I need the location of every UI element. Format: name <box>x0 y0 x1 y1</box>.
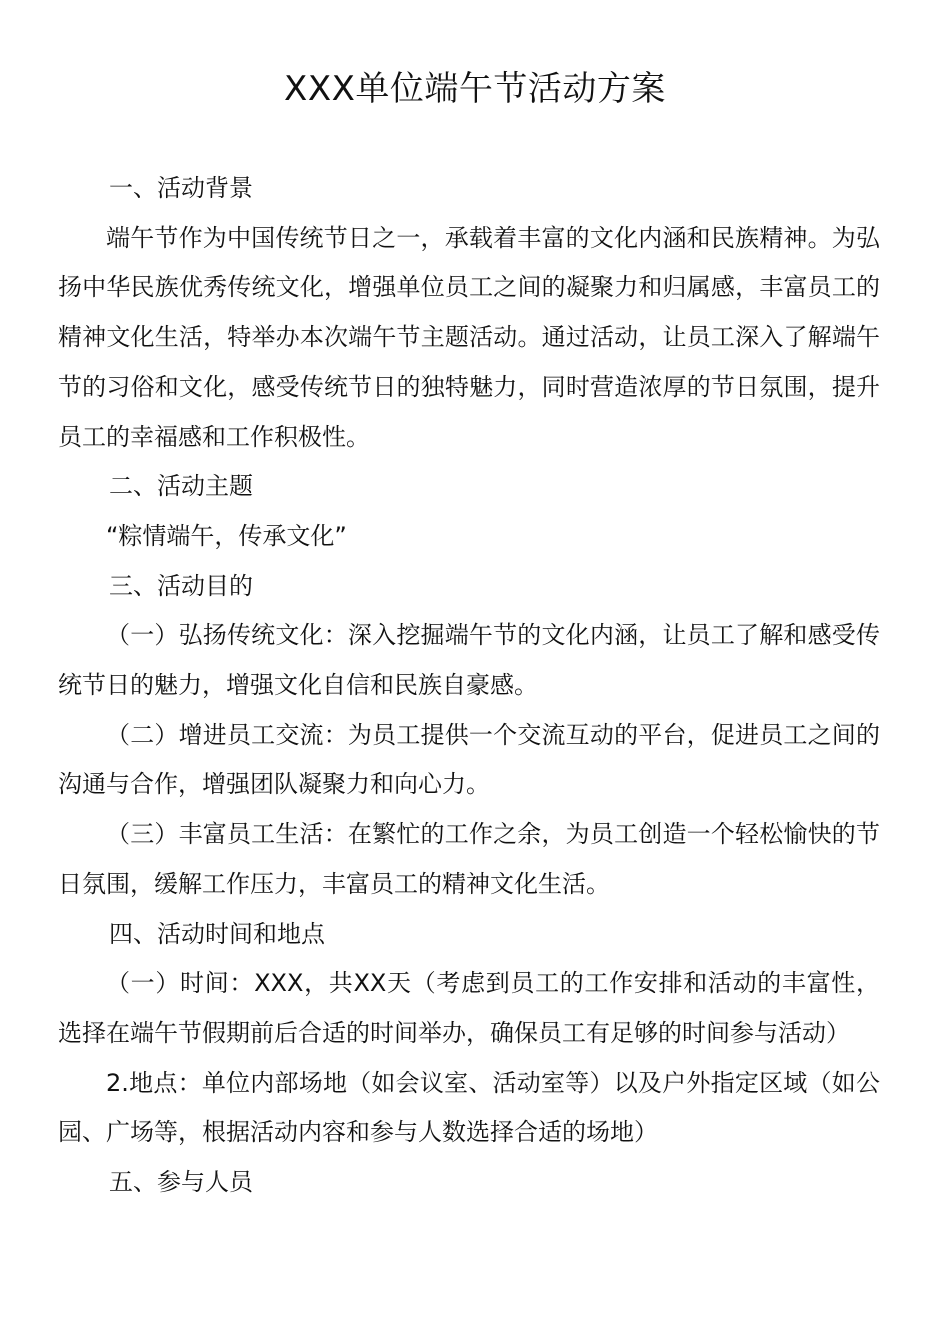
section-heading-purpose: 三、活动目的 <box>109 571 253 600</box>
section-heading-background: 一、活动背景 <box>109 174 253 202</box>
document-title: XXX单位端午节活动方案 <box>284 69 666 109</box>
section-heading-time-place: 四、活动时间和地点 <box>109 919 325 948</box>
purpose-item: （一）弘扬传统文化：深入挖掘端午节的文化内涵，让员工了解和感受传统节日的魅力，增强文化自信和民族自豪感。 <box>58 621 880 700</box>
section-heading-participants: 五、参与人员 <box>109 1168 253 1197</box>
purpose-item: （二）增进员工交流：为员工提供一个交流互动的平台，促进员工之间的沟通与合作，增强团队凝聚力和向心力。 <box>58 720 880 799</box>
section-heading-theme: 二、活动主题 <box>109 472 253 501</box>
theme-text: “粽情端午，传承文化” <box>106 521 347 550</box>
document-body <box>58 164 880 1208</box>
background-paragraph: 端午节作为中国传统节日之一，承载着丰富的文化内涵和民族精神。为弘扬中华民族优秀传统文化，增强单位员工之间的凝聚力和归属感，丰富员工的精神文化生活，特举办本次端午节主题活动。通过活动，让员工深入了解端午节的习俗和文化，感受传统节日的独特魅力，同时营造浓厚的节日氛围，提升员工的幸福感和工作积极性。 <box>58 223 880 451</box>
place-item: 2.地点：单位内部场地（如会议室、活动室等）以及户外指定区域（如公园、广场等，根据活动内容和参与人数选择合适的场地） <box>58 1068 880 1147</box>
time-item: （一）时间：XXX，共XX天（考虑到员工的工作安排和活动的丰富性，选择在端午节假期前后合适的时间举办，确保员工有足够的时间参与活动） <box>58 969 880 1047</box>
purpose-item: （三）丰富员工生活：在繁忙的工作之余，为员工创造一个轻松愉快的节日氛围，缓解工作压力，丰富员工的精神文化生活。 <box>58 820 880 898</box>
